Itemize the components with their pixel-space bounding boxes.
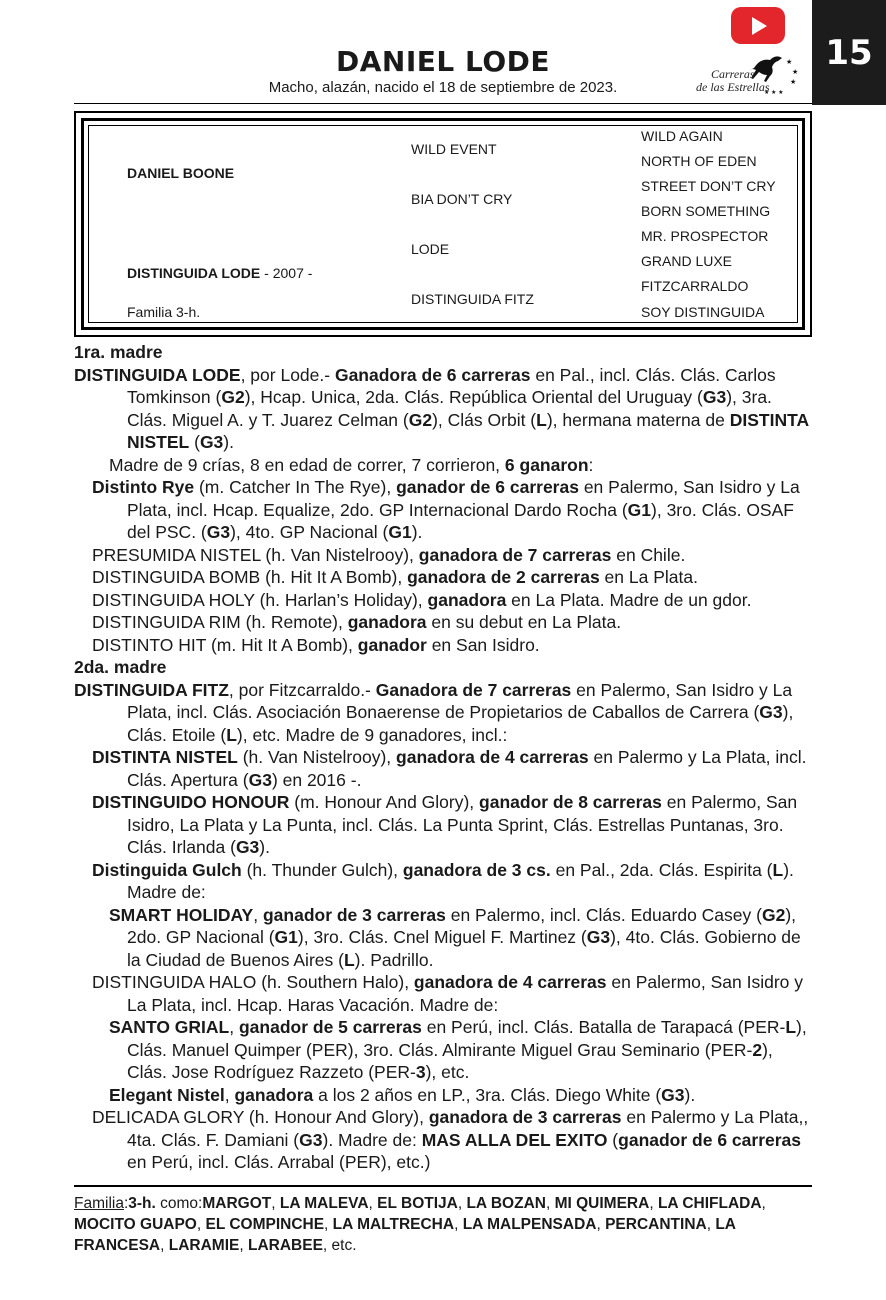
pedigree-g3: MR. PROSPECTOR: [641, 228, 769, 244]
pedigree-g3: WILD AGAIN: [641, 128, 723, 144]
svg-text:★: ★: [790, 79, 797, 86]
family-name: LA MALTRECHA: [332, 1216, 455, 1233]
family-name: MARGOT: [202, 1195, 272, 1212]
pedigree-g3: STREET DON’T CRY: [641, 178, 776, 194]
produce-entry: Distinto Rye (m. Catcher In The Rye), ganador de 6 carreras en Palermo, San Isidro y La Plata, incl. Hcap. Equalize, 2do. GP Internacional Dardo Rocha (G1), 3ro. Clás. OSAF del PSC. (G3), 4to. GP Nacional (G1).: [92, 477, 800, 542]
produce-entry: DISTINGUIDA BOMB (h. Hit It A Bomb), ganadora de 2 carreras en La Plata.: [92, 567, 698, 587]
family-name: MI QUIMERA: [554, 1195, 650, 1212]
grandproduce-entry: Elegant Nistel, ganadora a los 2 años en LP., 3ra. Clás. Diego White (G3).: [109, 1084, 696, 1105]
family-name: PERCANTINA: [605, 1216, 707, 1233]
first-dam-summary: Madre de 9 crías, 8 en edad de correr, 7 corrieron, 6 ganaron:: [109, 454, 594, 475]
family-name: EL COMPINCHE: [205, 1216, 325, 1233]
produce-entry: DISTINGUIDA HOLY (h. Harlan’s Holiday), ganadora en La Plata. Madre de un gdor.: [92, 589, 752, 610]
produce-entry: DISTINGUIDA HALO (h. Southern Halo), ganadora de 4 carreras en Palermo, San Isidro y La Plata, incl. Hcap. Haras Vacación. Madre de:: [92, 972, 804, 1015]
horse-description: Macho, alazán, nacido el 18 de septiembre de 2023.: [268, 79, 618, 96]
youtube-play-icon[interactable]: [731, 7, 785, 44]
first-dam-entry: DISTINGUIDA LODE, por Lode.- Ganadora de 6 carreras en Pal., incl. Clás. Clás. Carlos Tomkinson (G2), Hcap. Unica, 2da. Clás. República Oriental del Uruguay (G3), 3ra. Clás. Miguel A. y T. Juarez Celman (G2), Clás Orbit (L), hermana materna de DISTINTA NISTEL (G3).: [74, 364, 809, 452]
svg-text:★ ★ ★: ★ ★ ★: [764, 90, 784, 96]
pedigree-dam: [127, 265, 312, 281]
pedigree-g3: NORTH OF EDEN: [641, 153, 757, 169]
family-name: LARAMIE: [168, 1237, 240, 1254]
produce-entry: DISTINGUIDA RIM (h. Remote), ganadora en su debut en La Plata.: [92, 612, 622, 632]
family-footer: Familia:3-h. como:MARGOT, LA MALEVA, EL BOTIJA, LA BOZAN, MI QUIMERA, LA CHIFLADA, MOCITO GUAPO, EL COMPINCHE, LA MALTRECHA, LA MALPENSADA, PERCANTINA, LA FRANCESA, LARAMIE, LARABEE, etc.: [74, 1195, 766, 1254]
family-name: LA MALPENSADA: [462, 1216, 597, 1233]
produce-entry: PRESUMIDA NISTEL (h. Van Nistelrooy), ganadora de 7 carreras en Chile.: [92, 544, 686, 565]
family-name: EL BOTIJA: [377, 1195, 458, 1212]
pedigree-dam-name: DISTINGUIDA LODE: [127, 265, 261, 281]
family-label: Familia: [74, 1195, 124, 1212]
header-divider: [74, 103, 812, 104]
svg-text:★: ★: [786, 59, 793, 66]
horse-name: DANIEL LODE: [336, 45, 550, 78]
pedigree-sire: DANIEL BOONE: [127, 165, 235, 181]
logo-line1: Carreras: [711, 67, 755, 81]
pedigree-g3: FITZCARRALDO: [641, 278, 749, 294]
family-etc: , etc.: [322, 1237, 357, 1254]
pedigree-g3: BORN SOMETHING: [641, 203, 771, 219]
family-name: MOCITO GUAPO: [74, 1216, 197, 1233]
produce-entry: DISTINGUIDO HONOUR (m. Honour And Glory), ganador de 8 carreras en Palermo, San Isidro, La Plata y La Punta, incl. Clás. La Punta Sprint, Clás. Estrellas Puntanas, 3ro. Clás. Irlanda (G3).: [92, 792, 798, 857]
produce-entry: DISTINTO HIT (m. Hit It A Bomb), ganador en San Isidro.: [92, 634, 540, 655]
grandproduce-entry: SMART HOLIDAY, ganador de 3 carreras en Palermo, incl. Clás. Eduardo Casey (G2), 2do. GP Nacional (G1), 3ro. Clás. Cnel Miguel F. Martinez (G3), 4to. Clás. Gobierno de la Ciudad de Buenos Aires (L). Padrillo.: [109, 904, 801, 970]
produce-entry: DISTINTA NISTEL (h. Van Nistelrooy), ganadora de 4 carreras en Palermo y La Plata, incl. Clás. Apertura (G3) en 2016 -.: [92, 747, 807, 790]
family-name: LA FRANCESA: [74, 1216, 736, 1254]
pedigree-g3: SOY DISTINGUIDA: [641, 304, 765, 320]
lot-number: 15: [812, 0, 886, 105]
produce-record: [74, 341, 812, 1174]
footer-divider: [74, 1185, 812, 1187]
grandproduce-entry: SANTO GRIAL, ganador de 5 carreras en Perú, incl. Clás. Batalla de Tarapacá (PER-L), Clás. Manuel Quimper (PER), 3ro. Clás. Almirante Miguel Grau Seminario (PER-2), Clás. Jose Rodríguez Razzeto (PER-3), etc.: [109, 1017, 807, 1082]
pedigree-g2: LODE: [411, 241, 450, 257]
first-dam-heading: 1ra. madre: [74, 342, 163, 362]
pedigree-g3: GRAND LUXE: [641, 253, 733, 269]
family-name: LA CHIFLADA: [657, 1195, 762, 1212]
second-dam-entry: DISTINGUIDA FITZ, por Fitzcarraldo.- Ganadora de 7 carreras en Palermo, San Isidro y La Plata, incl. Clás. Asociación Bonaerense de Propietarios de Caballos de Carrera (G3), Clás. Etoile (L), etc. Madre de 9 ganadores, incl.:: [74, 679, 794, 745]
logo-line2: de las Estrellas: [696, 80, 770, 94]
second-dam-heading: 2da. madre: [74, 657, 167, 677]
pedigree-family: Familia 3-h.: [127, 304, 201, 320]
pedigree-g2: WILD EVENT: [411, 141, 497, 157]
pedigree-dam-year: - 2007 -: [260, 265, 313, 281]
produce-entry: DELICADA GLORY (h. Honour And Glory), ganadora de 3 carreras en Palermo y La Plata,, 4ta. Clás. F. Damiani (G3). Madre de: MAS ALLA DEL EXITO (ganador de 6 carreras en Perú, incl. Clás. Arrabal (PER), etc.): [92, 1107, 809, 1172]
svg-text:★: ★: [792, 69, 799, 76]
family-name: LA MALEVA: [279, 1195, 369, 1212]
pedigree-g2: DISTINGUIDA FITZ: [411, 291, 534, 307]
family-name: LA BOZAN: [466, 1195, 546, 1212]
produce-entry: Distinguida Gulch (h. Thunder Gulch), ganadora de 3 cs. en Pal., 2da. Clás. Espirita (L). Madre de:: [92, 859, 794, 902]
family-names: MARGOT, LA MALEVA, EL BOTIJA, LA BOZAN, MI QUIMERA, LA CHIFLADA, MOCITO GUAPO, EL COMPINCHE, LA MALTRECHA, LA MALPENSADA, PERCANTINA, LA FRANCESA, LARAMIE, LARABEE, etc.: [74, 1195, 766, 1254]
pedigree-g2: BIA DON’T CRY: [411, 191, 513, 207]
family-number: 3-h.: [128, 1195, 156, 1212]
family-name: LARABEE: [247, 1237, 323, 1254]
